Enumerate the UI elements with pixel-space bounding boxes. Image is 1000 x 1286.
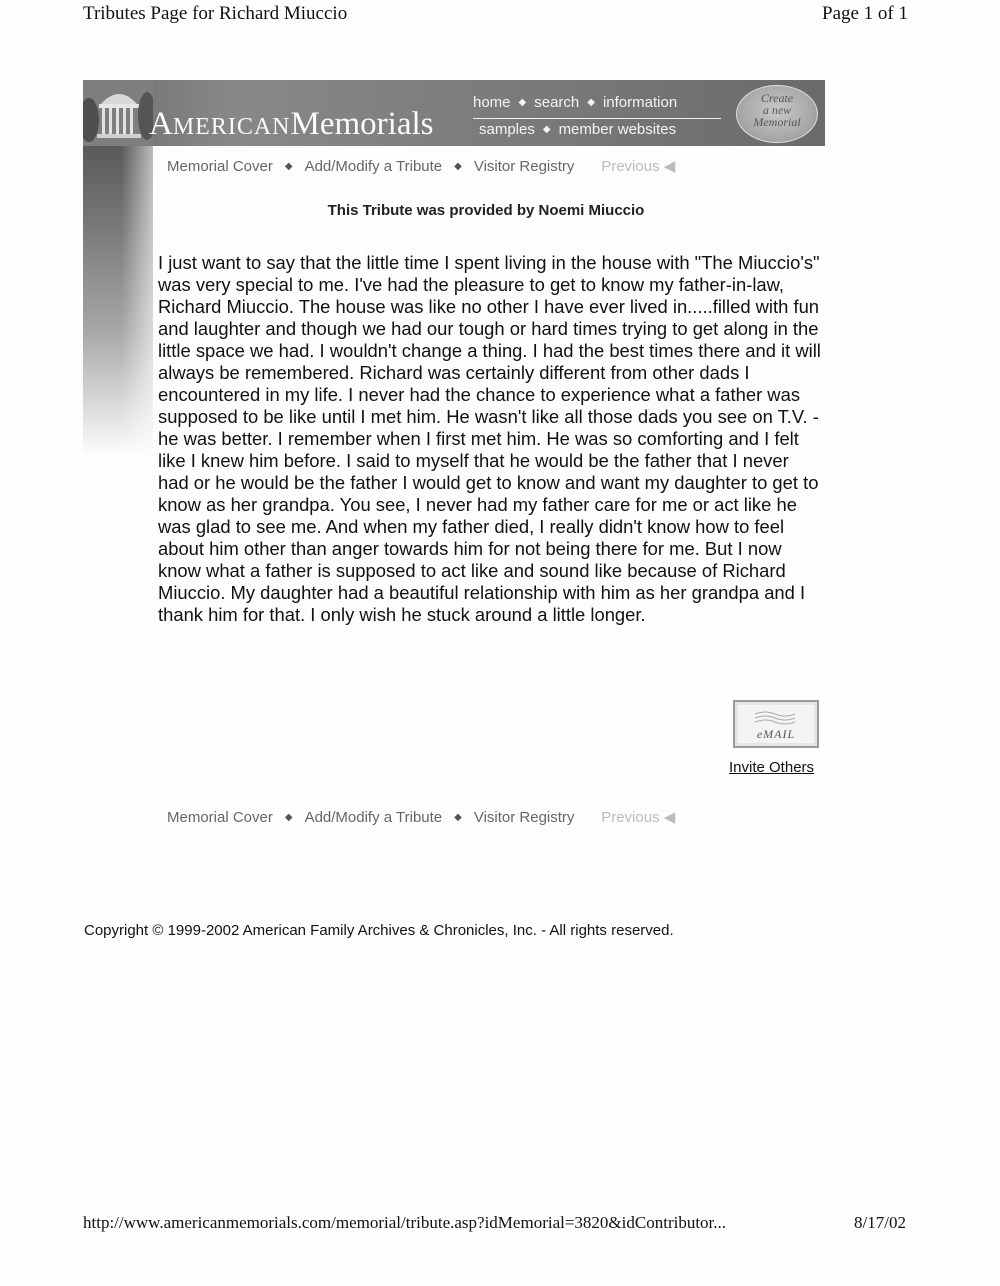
tribute-text: I just want to say that the little time I spent living in the house with "The Miuccio's" was very special to me. I've had the pleasure to get to know my father-in-law, Richard Miuccio. The house was like no other I have ever lived in.....filled with fun and laughter and though we had our tough or hard times trying to get along in the little space we had. I wouldn't change a thing. I had the best times there and it will always be remembered. Richard was certainly different from other dads I encountered in my life. I never had the chance to experience what a father was supposed to be like until I met him. He wasn't like all those dads you see on T.V. - he was better. I remember when I first met him. He was so comforting and I felt like I knew him before. I said to myself that he would be the father that I never had or he would be the father I would get to know and want my daughter to get to know as her grandpa. You see, I never had my father care for me or act like he was glad to see me. And when my father died, I really didn't know how to feel about him other than anger towards him for not being there for me. But I now know what a father is supposed to act like and sound like because of Richard Miuccio. My daughter had a beautiful relationship with him as her grandpa and I thank him for that. I only wish he stuck around a little longer. xyxy=(158,252,821,625)
add-modify-tribute-link[interactable]: Add/Modify a Tribute xyxy=(304,158,443,175)
email-waves-icon xyxy=(753,710,801,726)
memorial-subnav-top xyxy=(167,157,675,175)
memorial-building-image xyxy=(83,80,153,146)
create-memorial-button[interactable]: Create a new Memorial xyxy=(736,85,818,143)
nav-separator: ◆ xyxy=(518,97,527,108)
subnav-separator: ◆ xyxy=(284,812,293,823)
nav-samples-link[interactable]: samples xyxy=(479,121,535,138)
previous-link[interactable]: Previous ◀ xyxy=(601,809,676,826)
nav-separator: ◆ xyxy=(587,97,595,108)
nav-search-link[interactable]: search xyxy=(534,94,580,111)
previous-link[interactable]: Previous ◀ xyxy=(601,158,676,175)
subnav-separator: ◆ xyxy=(454,812,462,823)
back-arrow-icon: ◀ xyxy=(663,158,676,175)
memorial-subnav-bottom xyxy=(167,808,675,826)
email-button[interactable] xyxy=(733,700,819,748)
tribute-provided-by: This Tribute was provided by Noemi Miuccio xyxy=(327,202,645,219)
print-header-title: Tributes Page for Richard Miuccio xyxy=(83,3,348,24)
back-arrow-icon: ◀ xyxy=(663,809,676,826)
nav-separator: ◆ xyxy=(542,124,551,135)
subnav-separator: ◆ xyxy=(454,161,462,172)
invite-others-link[interactable]: Invite Others xyxy=(729,759,815,776)
nav-member-websites-link[interactable]: member websites xyxy=(558,121,677,138)
visitor-registry-link[interactable]: Visitor Registry xyxy=(473,809,575,826)
site-banner xyxy=(83,80,825,146)
nav-information-link[interactable]: information xyxy=(602,94,678,111)
print-footer-date: 8/17/02 xyxy=(854,1213,906,1232)
nav-home-link[interactable]: home xyxy=(473,94,511,111)
subnav-separator: ◆ xyxy=(284,161,293,172)
print-header-page-number: Page 1 of 1 xyxy=(822,3,909,24)
memorial-cover-link[interactable]: Memorial Cover xyxy=(167,158,273,175)
memorial-cover-link[interactable]: Memorial Cover xyxy=(167,809,273,826)
print-footer-url: http://www.americanmemorials.com/memorial/tribute.asp?idMemorial=3820&idContributor... xyxy=(83,1213,727,1232)
visitor-registry-link[interactable]: Visitor Registry xyxy=(473,158,575,175)
copyright-notice: Copyright © 1999-2002 American Family Archives & Chronicles, Inc. - All rights reserved. xyxy=(84,922,674,939)
email-label: eMAIL xyxy=(756,727,796,741)
add-modify-tribute-link[interactable]: Add/Modify a Tribute xyxy=(304,809,443,826)
american-memorials-logo[interactable]: AMERICANMemorials xyxy=(149,106,434,142)
